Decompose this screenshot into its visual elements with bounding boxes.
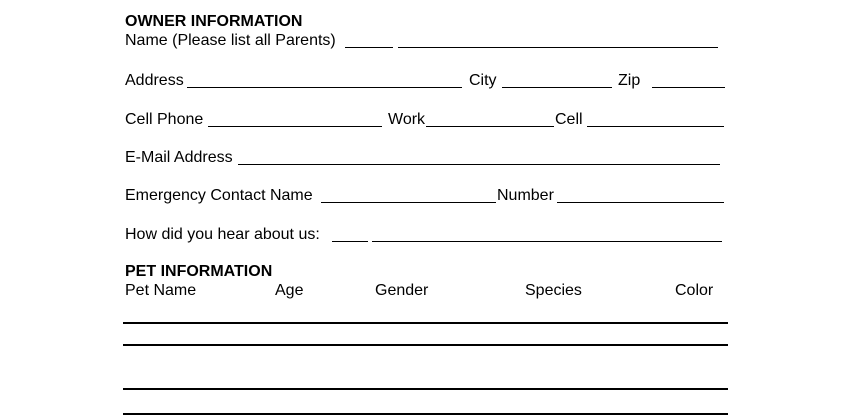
email-label: E-Mail Address (125, 149, 233, 166)
address-label: Address (125, 72, 184, 89)
pet-information-heading: PET INFORMATION (125, 263, 273, 280)
city-label: City (469, 72, 497, 89)
cell-field[interactable] (587, 112, 724, 127)
cell-label: Cell (555, 111, 583, 128)
column-header-species: Species (525, 282, 582, 299)
zip-field[interactable] (652, 73, 725, 88)
email-field[interactable] (238, 150, 720, 165)
name-label: Name (Please list all Parents) (125, 32, 336, 49)
owner-information-heading: OWNER INFORMATION (125, 13, 303, 30)
zip-label: Zip (618, 72, 641, 89)
name-field-a[interactable] (345, 33, 393, 48)
number-label: Number (497, 187, 554, 204)
how-did-you-hear-field-a[interactable] (332, 227, 368, 242)
how-did-you-hear-label: How did you hear about us: (125, 226, 320, 243)
pet-row-line-1[interactable] (123, 308, 728, 324)
column-header-gender: Gender (375, 282, 429, 299)
city-field[interactable] (502, 73, 612, 88)
pet-row-line-2[interactable] (123, 330, 728, 346)
column-header-color: Color (675, 282, 714, 299)
cell-phone-field[interactable] (208, 112, 382, 127)
work-label: Work (388, 111, 426, 128)
column-header-pet-name: Pet Name (125, 282, 197, 299)
work-field[interactable] (426, 112, 554, 127)
name-field-b[interactable] (398, 33, 718, 48)
how-did-you-hear-field-b[interactable] (372, 227, 722, 242)
pet-row-line-4[interactable] (123, 399, 728, 415)
number-field[interactable] (557, 188, 724, 203)
address-field[interactable] (187, 73, 462, 88)
emergency-contact-label: Emergency Contact Name (125, 187, 313, 204)
emergency-contact-field[interactable] (321, 188, 496, 203)
cell-phone-label: Cell Phone (125, 111, 204, 128)
pet-row-line-3[interactable] (123, 374, 728, 390)
column-header-age: Age (275, 282, 304, 299)
